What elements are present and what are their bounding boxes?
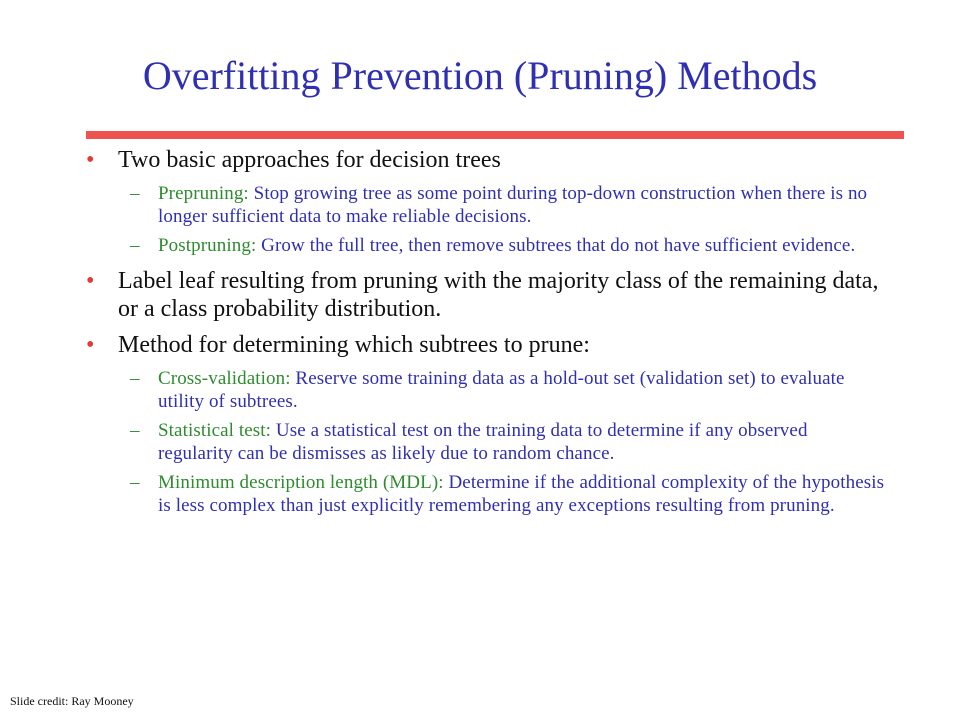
sub-bullet-item bbox=[86, 471, 886, 517]
sub-bullet-term: Prepruning: bbox=[158, 183, 249, 204]
sub-bullet-text: Stop growing tree as some point during top-down construction when there is no longer sufficient data to make reliable decisions. bbox=[158, 183, 868, 227]
sub-bullet-text: Use a statistical test on the training data to determine if any observed regularity can be dismisses as likely due to random chance. bbox=[158, 420, 808, 464]
bullet-icon: • bbox=[86, 268, 95, 294]
dash-icon: – bbox=[130, 368, 140, 389]
dash-icon: – bbox=[130, 235, 140, 256]
sub-bullet-item bbox=[86, 234, 886, 257]
sub-bullet-item bbox=[86, 182, 886, 228]
sub-bullet-text: Determine if the additional complexity of the hypothesis is less complex than just explicitly remembering any exceptions resulting from pruning. bbox=[158, 472, 885, 516]
sub-bullet-item bbox=[86, 367, 886, 413]
sub-bullet-item bbox=[86, 419, 886, 465]
bullet-item bbox=[86, 267, 886, 323]
sub-bullet-term: Cross-validation: bbox=[158, 368, 291, 389]
bullet-text: Method for determining which subtrees to prune: bbox=[118, 332, 590, 358]
sub-bullet-term: Minimum description length (MDL): bbox=[158, 472, 444, 493]
dash-icon: – bbox=[130, 472, 140, 493]
bullet-text: Label leaf resulting from pruning with the majority class of the remaining data, or a class probability distribution. bbox=[118, 268, 879, 322]
slide-title: Overfitting Prevention (Pruning) Methods bbox=[142, 53, 818, 98]
slide-credit: Slide credit: Ray Mooney bbox=[10, 694, 134, 708]
sub-bullet-text: Grow the full tree, then remove subtrees that do not have sufficient evidence. bbox=[256, 235, 856, 256]
sub-bullet-text: Reserve some training data as a hold-out set (validation set) to evaluate utility of subtrees. bbox=[158, 368, 845, 412]
dash-icon: – bbox=[130, 420, 140, 441]
bullet-icon: • bbox=[86, 147, 95, 173]
sub-bullet-term: Statistical test: bbox=[158, 420, 272, 441]
slide-body bbox=[86, 146, 886, 523]
dash-icon: – bbox=[130, 183, 140, 204]
title-divider bbox=[86, 131, 904, 139]
bullet-item bbox=[86, 331, 886, 359]
bullet-text: Two basic approaches for decision trees bbox=[118, 147, 501, 173]
bullet-icon: • bbox=[86, 332, 95, 358]
bullet-item bbox=[86, 146, 886, 174]
sub-bullet-term: Postpruning: bbox=[158, 235, 257, 256]
